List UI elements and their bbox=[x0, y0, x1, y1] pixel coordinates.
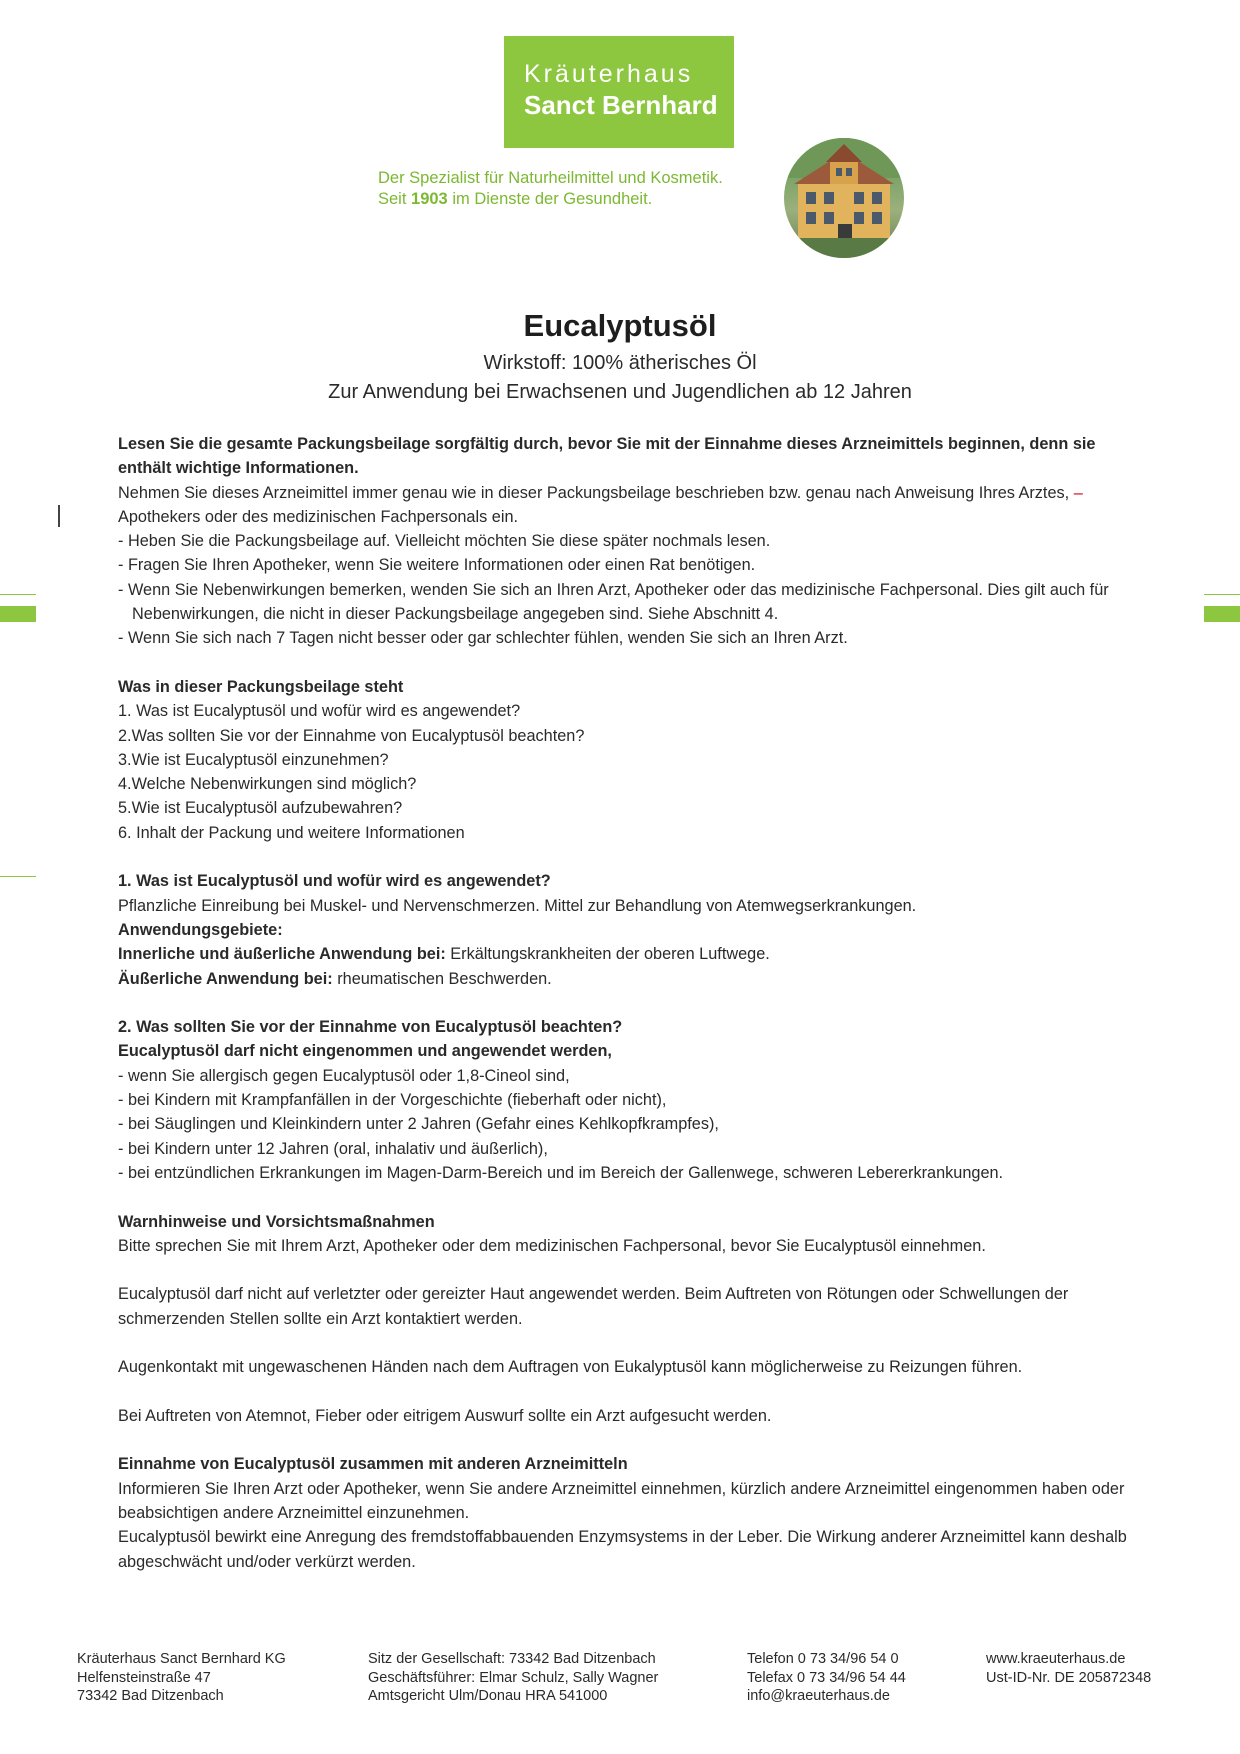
tagline-line-1: Der Spezialist für Naturheilmittel und Kosmetik. bbox=[378, 169, 723, 187]
text-cursor-mark bbox=[58, 505, 60, 527]
toc-item: 2.Was sollten Sie vor der Einnahme von Eucalyptusöl beachten? bbox=[118, 726, 585, 745]
toc-item: 4.Welche Nebenwirkungen sind möglich? bbox=[118, 775, 417, 794]
warnings-text-2: Eucalyptusöl darf nicht auf verletzter oder gereizter Haut angewendet werden. Beim Auftreten von Rötungen oder Schwellungen der schmerzenden Stellen sollte ein Arzt kontaktiert werden. bbox=[118, 1285, 1069, 1328]
footer-line: 73342 Bad Ditzenbach bbox=[77, 1688, 224, 1704]
logo-line-2: Sanct Bernhard bbox=[524, 90, 718, 120]
section1-line-2-label: Äußerliche Anwendung bei: bbox=[118, 969, 333, 988]
footer-phone: Telefon 0 73 34/96 54 0 bbox=[747, 1651, 899, 1667]
footer-line: Kräuterhaus Sanct Bernhard KG bbox=[77, 1651, 286, 1667]
intro-text-b: Apothekers oder des medizinischen Fachpersonals ein. bbox=[118, 507, 519, 526]
footer-line: Sitz der Gesellschaft: 73342 Bad Ditzenbach bbox=[368, 1651, 656, 1667]
warnings-text-3: Augenkontakt mit ungewaschenen Händen nach dem Auftragen von Eukalyptusöl kann möglicherweise zu Reizungen führen. bbox=[118, 1358, 1023, 1377]
intro-bullet: - Fragen Sie Ihren Apotheker, wenn Sie weitere Informationen oder einen Rat benötigen. bbox=[118, 556, 756, 575]
footer-vat-id: Ust-ID-Nr. DE 205872348 bbox=[986, 1669, 1152, 1686]
section2-subheading: Eucalyptusöl darf nicht eingenommen und angewendet werden, bbox=[118, 1042, 612, 1061]
footer-line: Helfensteinstraße 47 bbox=[77, 1669, 211, 1686]
footer-company bbox=[77, 1650, 286, 1706]
logo-line-1: Kräuterhaus bbox=[524, 60, 694, 88]
interactions-text-1: Informieren Sie Ihren Arzt oder Apotheker, wenn Sie andere Arzneimittel einnehmen, kürzlich andere Arzneimittel eingenommen haben oder beabsichtigen andere Arzneimittel einzunehmen. bbox=[118, 1479, 1125, 1523]
warnings-heading: Warnhinweise und Vorsichtsmaßnahmen bbox=[118, 1212, 435, 1231]
section1-heading: 1. Was ist Eucalyptusöl und wofür wird es angewendet? bbox=[118, 872, 551, 891]
document-subtitle-2: Zur Anwendung bei Erwachsenen und Jugendlichen ab 12 Jahren bbox=[328, 381, 912, 403]
fold-block-right bbox=[1204, 606, 1240, 622]
fold-block-left bbox=[0, 606, 36, 622]
section1-subheading: Anwendungsgebiete: bbox=[118, 920, 283, 939]
toc-heading: Was in dieser Packungsbeilage steht bbox=[118, 677, 404, 696]
contraindication-item: - bei entzündlichen Erkrankungen im Magen-Darm-Bereich und im Bereich der Gallenwege, schweren Lebererkrankungen. bbox=[118, 1163, 1004, 1182]
footer-web bbox=[986, 1650, 1151, 1687]
section1-line-1-text: Erkältungskrankheiten der oberen Luftwege. bbox=[445, 945, 770, 964]
tagline-suffix: im Dienste der Gesundheit. bbox=[447, 190, 653, 208]
contraindication-item: - bei Kindern unter 12 Jahren (oral, inhalativ und äußerlich), bbox=[118, 1139, 548, 1158]
brand-tagline bbox=[378, 168, 723, 210]
intro-text bbox=[118, 481, 1128, 530]
interactions-heading: Einnahme von Eucalyptusöl zusammen mit anderen Arzneimitteln bbox=[118, 1455, 628, 1474]
tagline-prefix: Seit bbox=[378, 190, 412, 208]
intro-red-mark: – bbox=[1073, 483, 1083, 502]
warnings-text-4: Bei Auftreten von Atemnot, Fieber oder eitrigem Auswurf sollte ein Arzt aufgesucht werden. bbox=[118, 1406, 772, 1425]
toc-item: 5.Wie ist Eucalyptusöl aufzubewahren? bbox=[118, 799, 403, 818]
toc-item: 3.Wie ist Eucalyptusöl einzunehmen? bbox=[118, 750, 389, 769]
footer-line: Geschäftsführer: Elmar Schulz, Sally Wagner bbox=[368, 1669, 659, 1686]
toc-item: 6. Inhalt der Packung und weitere Informationen bbox=[118, 823, 465, 842]
fold-mark-left-bottom bbox=[0, 876, 36, 877]
tagline-line-2 bbox=[378, 189, 723, 210]
contraindication-item: - bei Säuglingen und Kleinkindern unter 2 Jahren (Gefahr eines Kehlkopfkrampfes), bbox=[118, 1115, 719, 1134]
section1-text: Pflanzliche Einreibung bei Muskel- und Nervenschmerzen. Mittel zur Behandlung von Atemwegserkrankungen. bbox=[118, 896, 917, 915]
footer-website-link[interactable]: www.kraeuterhaus.de bbox=[986, 1651, 1126, 1667]
section1-line-1-label: Innerliche und äußerliche Anwendung bei: bbox=[118, 945, 446, 964]
building-illustration bbox=[784, 138, 904, 258]
footer-email-link[interactable]: info@kraeuterhaus.de bbox=[747, 1688, 890, 1704]
footer-contact bbox=[747, 1650, 906, 1706]
intro-bullet: - Wenn Sie Nebenwirkungen bemerken, wenden Sie sich an Ihren Arzt, Apotheker oder das medizinische Fachpersonal. Dies gilt auch für Nebenwirkungen, die nicht in dieser Packungsbeilage angegeben sind. Siehe Abschnitt 4. bbox=[118, 580, 1109, 624]
tagline-year: 1903 bbox=[411, 190, 448, 208]
section1-line-2 bbox=[118, 967, 1128, 991]
intro-bullet: - Heben Sie die Packungsbeilage auf. Vielleicht möchten Sie diese später nochmals lesen. bbox=[118, 532, 771, 551]
document-subtitle-1: Wirkstoff: 100% ätherisches Öl bbox=[483, 352, 757, 374]
brand-logo bbox=[504, 36, 734, 148]
leaflet-body bbox=[118, 432, 1128, 1574]
contraindication-item: - bei Kindern mit Krampfanfällen in der Vorgeschichte (fieberhaft oder nicht), bbox=[118, 1091, 667, 1110]
footer-line: Amtsgericht Ulm/Donau HRA 541000 bbox=[368, 1688, 608, 1704]
intro-bullet: - Wenn Sie sich nach 7 Tagen nicht besser oder gar schlechter fühlen, wenden Sie sich an Ihren Arzt. bbox=[118, 629, 848, 648]
section2-heading: 2. Was sollten Sie vor der Einnahme von Eucalyptusöl beachten? bbox=[118, 1018, 623, 1037]
footer-fax: Telefax 0 73 34/96 54 44 bbox=[747, 1669, 906, 1686]
contraindication-item: - wenn Sie allergisch gegen Eucalyptusöl oder 1,8-Cineol sind, bbox=[118, 1066, 570, 1085]
toc-item: 1. Was ist Eucalyptusöl und wofür wird es angewendet? bbox=[118, 702, 521, 721]
section1-line-1 bbox=[118, 942, 1128, 966]
fold-mark-right-top bbox=[1204, 594, 1240, 595]
section1-line-2-text: rheumatischen Beschwerden. bbox=[332, 969, 552, 988]
fold-mark-left-top bbox=[0, 594, 36, 595]
document-title: Eucalyptusöl bbox=[523, 308, 717, 343]
interactions-text-2: Eucalyptusöl bewirkt eine Anregung des fremdstoffabbauenden Enzymsystems in der Leber. Die Wirkung anderer Arzneimittel kann deshalb abgeschwächt und/oder verkürzt werden. bbox=[118, 1528, 1127, 1571]
footer-registry bbox=[368, 1650, 658, 1706]
intro-bold: Lesen Sie die gesamte Packungsbeilage sorgfältig durch, bevor Sie mit der Einnahme dieses Arzneimittels beginnen, denn sie enthält wichtige Informationen. bbox=[118, 435, 1096, 478]
building-photo bbox=[784, 138, 904, 258]
intro-text-a: Nehmen Sie dieses Arzneimittel immer genau wie in dieser Packungsbeilage beschrieben bzw. genau nach Anweisung Ihres Arztes, bbox=[118, 483, 1074, 502]
warnings-text-1: Bitte sprechen Sie mit Ihrem Arzt, Apotheker oder dem medizinischen Fachpersonal, bevor Sie Eucalyptusöl einnehmen. bbox=[118, 1236, 986, 1255]
